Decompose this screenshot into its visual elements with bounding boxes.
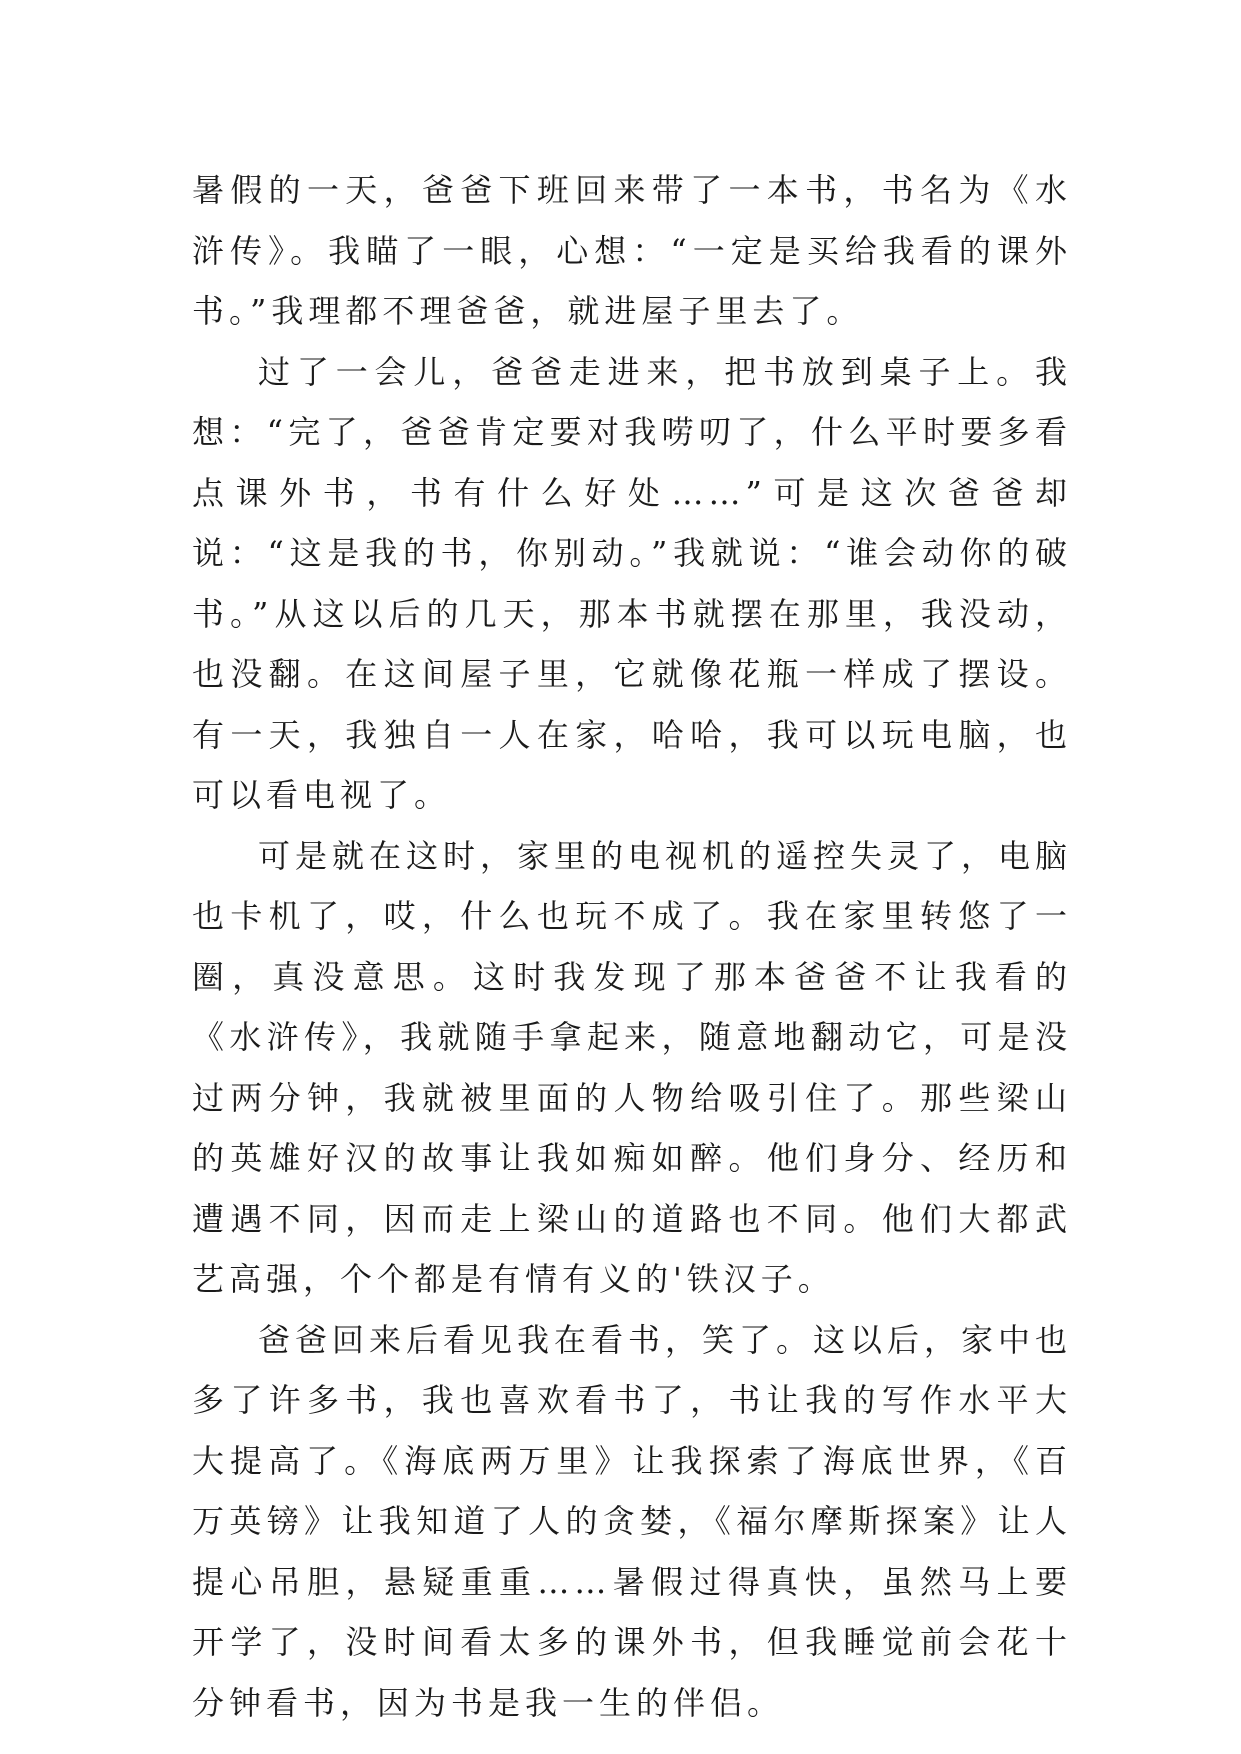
paragraph-3: 可是就在这时，家里的电视机的遥控失灵了，电脑也卡机了，哎，什么也玩不成了。我在家里转悠了一圈，真没意思。这时我发现了那本爸爸不让我看的《水浒传》，我就随手拿起来，随意地翻动它，可是没过两分钟，我就被里面的人物给吸引住了。那些梁山的英雄好汉的故事让我如痴如醉。他们身分、经历和遭遇不同，因而走上梁山的道路也不同。他们大都武艺高强，个个都是有情有义的'铁汉子。 (192, 836, 1073, 1298)
document-body (192, 160, 1072, 1733)
paragraph-1: 暑假的一天，爸爸下班回来带了一本书，书名为《水浒传》。我瞄了一眼，心想：“一定是买给我看的课外书。”我理都不理爸爸，就进屋子里去了。 (192, 171, 1072, 330)
paragraph-2: 过了一会儿，爸爸走进来，把书放到桌子上。我想：“完了，爸爸肯定要对我唠叨了，什么平时要多看点课外书，书有什么好处……”可是这次爸爸却说：“这是我的书，你别动。”我就说：“谁会动你的破书。”从这以后的几天，那本书就摆在那里，我没动，也没翻。在这间屋子里，它就像花瓶一样成了摆设。有一天，我独自一人在家，哈哈，我可以玩电脑，也可以看电视了。 (192, 352, 1072, 814)
paragraph-4: 爸爸回来后看见我在看书，笑了。这以后，家中也多了许多书，我也喜欢看书了，书让我的写作水平大大提高了。《海底两万里》让我探索了海底世界，《百万英镑》让我知道了人的贪婪，《福尔摩斯探案》让人提心吊胆，悬疑重重……暑假过得真快，虽然马上要开学了，没时间看太多的课外书，但我睡觉前会花十分钟看书，因为书是我一生的伴侣。 (192, 1320, 1073, 1722)
